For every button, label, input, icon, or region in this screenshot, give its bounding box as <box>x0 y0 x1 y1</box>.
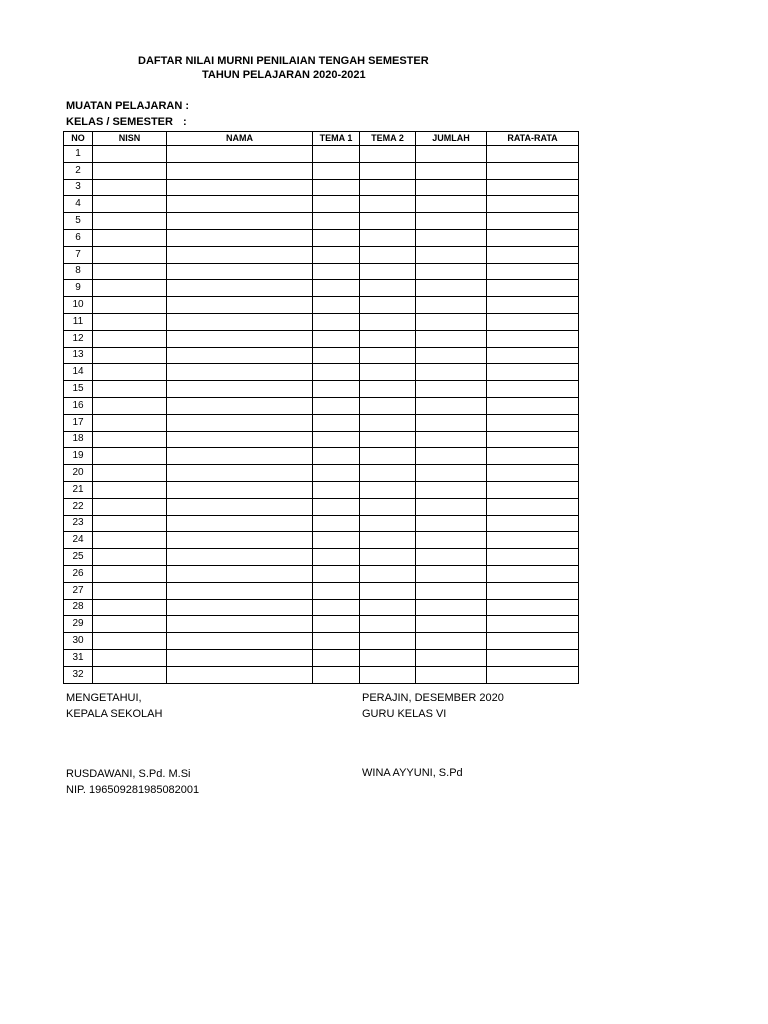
empty-cell <box>487 465 579 482</box>
empty-cell <box>167 313 313 330</box>
row-number: 18 <box>64 431 93 448</box>
row-number: 4 <box>64 196 93 213</box>
row-number: 29 <box>64 616 93 633</box>
row-number: 28 <box>64 599 93 616</box>
empty-cell <box>93 347 167 364</box>
table-row <box>64 532 579 549</box>
row-number: 2 <box>64 162 93 179</box>
table-row <box>64 162 579 179</box>
row-number: 16 <box>64 397 93 414</box>
empty-cell <box>360 498 416 515</box>
empty-cell <box>416 364 487 381</box>
empty-cell <box>313 498 360 515</box>
empty-cell <box>93 330 167 347</box>
empty-cell <box>487 414 579 431</box>
empty-cell <box>313 582 360 599</box>
row-number: 26 <box>64 565 93 582</box>
empty-cell <box>167 414 313 431</box>
table-row <box>64 431 579 448</box>
row-number: 32 <box>64 666 93 683</box>
empty-cell <box>487 381 579 398</box>
empty-cell <box>360 364 416 381</box>
empty-cell <box>416 532 487 549</box>
empty-cell <box>416 515 487 532</box>
empty-cell <box>416 616 487 633</box>
empty-cell <box>167 481 313 498</box>
table-row <box>64 297 579 314</box>
empty-cell <box>487 515 579 532</box>
empty-cell <box>360 330 416 347</box>
empty-cell <box>416 498 487 515</box>
empty-cell <box>313 146 360 163</box>
empty-cell <box>313 196 360 213</box>
row-number: 21 <box>64 481 93 498</box>
table-row <box>64 649 579 666</box>
empty-cell <box>487 330 579 347</box>
kepala-sekolah-nip: NIP. 196509281985082001 <box>66 784 200 796</box>
empty-cell <box>487 532 579 549</box>
empty-cell <box>487 313 579 330</box>
empty-cell <box>416 313 487 330</box>
table-header-row <box>64 132 579 146</box>
kelas-semester-label <box>66 116 187 128</box>
table-row <box>64 582 579 599</box>
empty-cell <box>93 364 167 381</box>
empty-cell <box>360 616 416 633</box>
empty-cell <box>313 347 360 364</box>
empty-cell <box>360 381 416 398</box>
empty-cell <box>487 146 579 163</box>
empty-cell <box>360 565 416 582</box>
empty-cell <box>93 599 167 616</box>
empty-cell <box>487 280 579 297</box>
table-row <box>64 481 579 498</box>
empty-cell <box>93 246 167 263</box>
empty-cell <box>167 498 313 515</box>
empty-cell <box>487 666 579 683</box>
empty-cell <box>313 313 360 330</box>
empty-cell <box>416 666 487 683</box>
empty-cell <box>487 364 579 381</box>
empty-cell <box>167 633 313 650</box>
header-nisn: NISN <box>93 132 167 146</box>
header-tema1: TEMA 1 <box>313 132 360 146</box>
empty-cell <box>416 582 487 599</box>
empty-cell <box>416 448 487 465</box>
empty-cell <box>167 532 313 549</box>
empty-cell <box>93 263 167 280</box>
empty-cell <box>416 280 487 297</box>
table-row <box>64 448 579 465</box>
empty-cell <box>93 381 167 398</box>
row-number: 20 <box>64 465 93 482</box>
empty-cell <box>313 549 360 566</box>
empty-cell <box>167 616 313 633</box>
empty-cell <box>93 633 167 650</box>
empty-cell <box>416 263 487 280</box>
row-number: 15 <box>64 381 93 398</box>
table-row <box>64 565 579 582</box>
empty-cell <box>416 246 487 263</box>
empty-cell <box>93 397 167 414</box>
empty-cell <box>93 666 167 683</box>
empty-cell <box>416 397 487 414</box>
empty-cell <box>487 263 579 280</box>
table-row <box>64 666 579 683</box>
kelas-semester-text: KELAS / SEMESTER <box>66 116 173 128</box>
table-row <box>64 515 579 532</box>
row-number: 17 <box>64 414 93 431</box>
empty-cell <box>360 313 416 330</box>
empty-cell <box>93 465 167 482</box>
table-row <box>64 616 579 633</box>
empty-cell <box>93 515 167 532</box>
empty-cell <box>93 229 167 246</box>
table-row <box>64 364 579 381</box>
empty-cell <box>487 599 579 616</box>
row-number: 1 <box>64 146 93 163</box>
table-row <box>64 313 579 330</box>
row-number: 24 <box>64 532 93 549</box>
empty-cell <box>360 229 416 246</box>
row-number: 31 <box>64 649 93 666</box>
empty-cell <box>360 162 416 179</box>
empty-cell <box>416 633 487 650</box>
empty-cell <box>416 297 487 314</box>
empty-cell <box>487 162 579 179</box>
empty-cell <box>360 549 416 566</box>
empty-cell <box>313 246 360 263</box>
empty-cell <box>360 515 416 532</box>
empty-cell <box>313 297 360 314</box>
empty-cell <box>360 347 416 364</box>
empty-cell <box>93 280 167 297</box>
empty-cell <box>360 297 416 314</box>
empty-cell <box>487 213 579 230</box>
empty-cell <box>313 515 360 532</box>
empty-cell <box>313 330 360 347</box>
table-row <box>64 549 579 566</box>
empty-cell <box>93 431 167 448</box>
empty-cell <box>360 649 416 666</box>
table-row <box>64 397 579 414</box>
empty-cell <box>487 565 579 582</box>
header-nama: NAMA <box>167 132 313 146</box>
empty-cell <box>313 649 360 666</box>
empty-cell <box>313 616 360 633</box>
empty-cell <box>167 280 313 297</box>
empty-cell <box>167 347 313 364</box>
empty-cell <box>313 381 360 398</box>
empty-cell <box>167 649 313 666</box>
empty-cell <box>313 465 360 482</box>
row-number: 13 <box>64 347 93 364</box>
empty-cell <box>360 414 416 431</box>
table-row <box>64 414 579 431</box>
empty-cell <box>360 666 416 683</box>
empty-cell <box>313 229 360 246</box>
place-date: PERAJIN, DESEMBER 2020 <box>362 692 504 704</box>
empty-cell <box>416 229 487 246</box>
table-row <box>64 146 579 163</box>
empty-cell <box>313 633 360 650</box>
empty-cell <box>313 599 360 616</box>
row-number: 19 <box>64 448 93 465</box>
empty-cell <box>416 431 487 448</box>
empty-cell <box>416 481 487 498</box>
empty-cell <box>416 146 487 163</box>
empty-cell <box>313 431 360 448</box>
row-number: 25 <box>64 549 93 566</box>
empty-cell <box>416 196 487 213</box>
empty-cell <box>167 381 313 398</box>
empty-cell <box>360 246 416 263</box>
empty-cell <box>416 649 487 666</box>
table-row <box>64 498 579 515</box>
empty-cell <box>313 213 360 230</box>
empty-cell <box>167 179 313 196</box>
kepala-sekolah-label: KEPALA SEKOLAH <box>66 708 163 720</box>
empty-cell <box>313 397 360 414</box>
row-number: 6 <box>64 229 93 246</box>
empty-cell <box>360 179 416 196</box>
empty-cell <box>93 582 167 599</box>
empty-cell <box>416 162 487 179</box>
table-row <box>64 330 579 347</box>
empty-cell <box>167 229 313 246</box>
empty-cell <box>360 213 416 230</box>
empty-cell <box>487 633 579 650</box>
table-row <box>64 246 579 263</box>
empty-cell <box>360 263 416 280</box>
empty-cell <box>360 397 416 414</box>
grades-table <box>63 131 579 684</box>
empty-cell <box>416 213 487 230</box>
table-row <box>64 196 579 213</box>
empty-cell <box>167 364 313 381</box>
row-number: 10 <box>64 297 93 314</box>
table-row <box>64 381 579 398</box>
row-number: 5 <box>64 213 93 230</box>
empty-cell <box>487 498 579 515</box>
table-row <box>64 465 579 482</box>
empty-cell <box>487 229 579 246</box>
empty-cell <box>93 179 167 196</box>
row-number: 22 <box>64 498 93 515</box>
row-number: 30 <box>64 633 93 650</box>
empty-cell <box>360 196 416 213</box>
empty-cell <box>93 549 167 566</box>
table-row <box>64 213 579 230</box>
document-title: DAFTAR NILAI MURNI PENILAIAN TENGAH SEMESTER <box>138 55 429 67</box>
empty-cell <box>416 330 487 347</box>
kepala-sekolah-name: RUSDAWANI, S.Pd. M.Si <box>66 768 191 780</box>
empty-cell <box>487 448 579 465</box>
empty-cell <box>93 565 167 582</box>
row-number: 8 <box>64 263 93 280</box>
empty-cell <box>487 481 579 498</box>
empty-cell <box>313 565 360 582</box>
empty-cell <box>313 414 360 431</box>
empty-cell <box>167 330 313 347</box>
row-number: 11 <box>64 313 93 330</box>
kelas-semester-colon: : <box>182 116 187 128</box>
empty-cell <box>487 397 579 414</box>
empty-cell <box>360 280 416 297</box>
empty-cell <box>487 616 579 633</box>
empty-cell <box>93 297 167 314</box>
empty-cell <box>487 179 579 196</box>
empty-cell <box>487 347 579 364</box>
empty-cell <box>487 431 579 448</box>
empty-cell <box>93 196 167 213</box>
empty-cell <box>167 582 313 599</box>
empty-cell <box>416 465 487 482</box>
empty-cell <box>167 263 313 280</box>
table-row <box>64 633 579 650</box>
empty-cell <box>167 246 313 263</box>
empty-cell <box>487 246 579 263</box>
empty-cell <box>93 532 167 549</box>
empty-cell <box>487 549 579 566</box>
empty-cell <box>313 263 360 280</box>
empty-cell <box>167 297 313 314</box>
muatan-pelajaran-label: MUATAN PELAJARAN : <box>66 100 190 112</box>
empty-cell <box>360 633 416 650</box>
document-subtitle: TAHUN PELAJARAN 2020-2021 <box>202 69 366 81</box>
empty-cell <box>313 162 360 179</box>
empty-cell <box>93 162 167 179</box>
empty-cell <box>167 431 313 448</box>
table-body <box>64 146 579 684</box>
empty-cell <box>313 179 360 196</box>
empty-cell <box>360 582 416 599</box>
header-rata-rata: RATA-RATA <box>487 132 579 146</box>
empty-cell <box>313 666 360 683</box>
empty-cell <box>313 280 360 297</box>
empty-cell <box>167 565 313 582</box>
table-row <box>64 280 579 297</box>
empty-cell <box>360 431 416 448</box>
empty-cell <box>416 599 487 616</box>
row-number: 23 <box>64 515 93 532</box>
empty-cell <box>93 498 167 515</box>
empty-cell <box>360 532 416 549</box>
table-row <box>64 179 579 196</box>
table-row <box>64 263 579 280</box>
empty-cell <box>360 448 416 465</box>
row-number: 14 <box>64 364 93 381</box>
empty-cell <box>93 213 167 230</box>
empty-cell <box>167 465 313 482</box>
empty-cell <box>93 448 167 465</box>
empty-cell <box>416 565 487 582</box>
empty-cell <box>360 599 416 616</box>
empty-cell <box>313 532 360 549</box>
empty-cell <box>416 179 487 196</box>
empty-cell <box>487 649 579 666</box>
table-row <box>64 599 579 616</box>
row-number: 12 <box>64 330 93 347</box>
empty-cell <box>93 649 167 666</box>
empty-cell <box>313 364 360 381</box>
header-no: NO <box>64 132 93 146</box>
empty-cell <box>167 666 313 683</box>
empty-cell <box>167 146 313 163</box>
empty-cell <box>93 616 167 633</box>
table-row <box>64 229 579 246</box>
guru-kelas-label: GURU KELAS VI <box>362 708 447 720</box>
empty-cell <box>313 448 360 465</box>
row-number: 9 <box>64 280 93 297</box>
empty-cell <box>167 515 313 532</box>
row-number: 7 <box>64 246 93 263</box>
row-number: 27 <box>64 582 93 599</box>
header-tema2: TEMA 2 <box>360 132 416 146</box>
empty-cell <box>360 465 416 482</box>
empty-cell <box>360 146 416 163</box>
row-number: 3 <box>64 179 93 196</box>
empty-cell <box>360 481 416 498</box>
empty-cell <box>167 599 313 616</box>
empty-cell <box>93 481 167 498</box>
mengetahui-label: MENGETAHUI, <box>66 692 142 704</box>
table-row <box>64 347 579 364</box>
empty-cell <box>416 549 487 566</box>
guru-kelas-name: WINA AYYUNI, S.Pd <box>362 767 463 779</box>
empty-cell <box>487 582 579 599</box>
header-jumlah: JUMLAH <box>416 132 487 146</box>
empty-cell <box>167 549 313 566</box>
empty-cell <box>416 347 487 364</box>
empty-cell <box>416 381 487 398</box>
empty-cell <box>416 414 487 431</box>
empty-cell <box>487 297 579 314</box>
empty-cell <box>167 448 313 465</box>
empty-cell <box>93 146 167 163</box>
empty-cell <box>167 196 313 213</box>
empty-cell <box>167 162 313 179</box>
empty-cell <box>93 414 167 431</box>
empty-cell <box>167 213 313 230</box>
empty-cell <box>313 481 360 498</box>
empty-cell <box>487 196 579 213</box>
empty-cell <box>93 313 167 330</box>
empty-cell <box>167 397 313 414</box>
